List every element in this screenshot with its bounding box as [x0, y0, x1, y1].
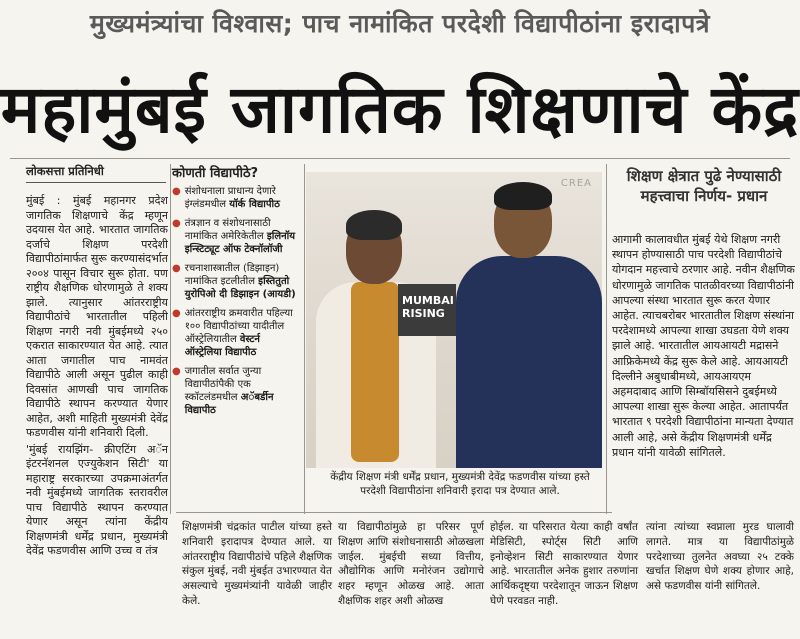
bottom-column: होईल. या परिसरात येत्या काही वर्षांत मेडिसिटी, स्पोर्ट्स सिटी आणि इनोव्हेशन सिटी साकारण्यात येणार आहे. भारतातील अनेक हुशार तरुणांना आर्थिकदृष्ट्या परदेशातून जाऊन शिक्षण घेणे परवडत नाही. — [490, 521, 638, 607]
column-divider — [304, 164, 305, 514]
right-box-title: शिक्षण क्षेत्रात पुढे नेण्यासाठी महत्त्वाचा निर्णय- प्रधान — [626, 167, 782, 205]
list-item — [172, 307, 300, 359]
list-item-text: जगातील सर्वात जुन्या विद्यापीठांपैकी एक स्कॉटलंडमधील — [184, 366, 262, 403]
main-headline: महामुंबई जागतिक शिक्षणाचे केंद्र — [0, 71, 800, 148]
column-divider — [606, 164, 607, 514]
list-item — [172, 185, 300, 211]
sidebar-title: कोणती विद्यापीठे? — [172, 166, 259, 181]
bullet-icon: ● — [172, 308, 181, 319]
university-name: वेस्टर्न ऑस्ट्रेलिया विद्यापीठ — [184, 334, 260, 358]
person-figure — [456, 256, 602, 468]
bottom-column: शिक्षणमंत्री चंद्रकांत पाटील यांच्या हस्ते शनिवारी इरादापत्र देण्यात आले. या आंतरराष्ट्रीय विद्यापीठांचे पहिले शैक्षणिक संकुल मुंबई, नवी मुंबईत उभारण्यात येत असल्याचे मुख्यमंत्र्यांनी यावेळी जाहीर केले. — [182, 521, 332, 607]
bottom-column: त्यांना त्यांच्या स्वप्नाला मुरड घालावी लागते. मात्र या विद्यापीठांमुळे परदेशाच्या तुलनेत अवघ्या २५ टक्के खर्चात शिक्षण घेणे शक्य होणार आहे, असे फडणवीस यांनी सांगितले. — [646, 521, 794, 593]
divider — [26, 182, 166, 183]
university-name: अॅबर्डीन विद्यापीठ — [184, 392, 274, 416]
right-article-column: आगामी कालावधीत मुंबई येथे शिक्षण नगरी स्थापन होण्यासाठी पाच परदेशी विद्यापीठांचे योगदान महत्त्वाचे ठरणार आहे. नवीन शैक्षणिक धोरणामुळे जागतिक पातळीवरच्या विद्यापीठांनी आपल्या संस्था भारतात सुरू करत येणार आहेत. त्याचबरोबर भारतातील शिक्षण संस्थांना परदेशामध्ये आपल्या शाखा उघडता येणे शक्य झाले आहे. भारतातील आयआयटी मद्रासने आफ्रिकेमध्ये केंद्र सुरू केले आहे. आयआयटी दिल्लीने अबुधाबीमध्ये, आयआयएम अहमदाबाद आणि सिम्बॉयसिसने दुबईमध्ये आपल्या शाखा सुरू केल्या आहेत. आतापर्यंत भारतात ९ परदेशी विद्यापीठांना मान्यता देण्यात आली आहे, असे केंद्रीय शिक्षणमंत्री धर्मेंद्र प्रधान यांनी यावेळी सांगितले. — [612, 233, 795, 459]
bullet-icon: ● — [172, 263, 181, 274]
bottom-column: या विद्यापीठांमुळे हा परिसर पूर्ण शिक्षण आणि संशोधनासाठी ओळखला जाईल. मुंबईची सध्या वित्तीय, औद्योगिक आणि मनोरंजन उद्योगाचे शहर म्हणून ओळख आहे. आता शैक्षणिक शहर अशी ओळख — [338, 521, 484, 607]
kicker-headline: मुख्यमंत्र्यांचा विश्वास; पाच नामांकित परदेशी विद्यापीठांना इरादापत्रे — [89, 9, 711, 38]
board-text: MUMBAI — [402, 294, 454, 307]
news-photo — [306, 172, 602, 468]
column-divider — [170, 164, 171, 514]
list-item — [172, 217, 300, 256]
divider — [176, 512, 612, 513]
list-item-text: संशोधनाला प्राधान्य देणारे इंग्लंडमधील — [184, 186, 276, 210]
board-text: RISING — [402, 307, 445, 320]
bullet-icon: ● — [172, 218, 181, 229]
article-paragraph: मुंबई : मुंबई महानगर प्रदेश जागतिक शिक्षणाचे केंद्र म्हणून उदयास येत आहे. भारतात जागतिक दर्जाचे शिक्षण परदेशी विद्यापीठांमार्फत सुरू करण्यासंदर्भात २००४ पासून विचार सुरू होता. पण राष्ट्रीय शैक्षणिक धोरणामुळे ते शक्य झाले. त्यानुसार आंतरराष्ट्रीय विद्यापीठांचे भारतातील पहिली शिक्षण नगरी नवी मुंबईमध्ये २५० एकरात साकारण्यात येत आहे. त्यात आता जगातील पाच नामवंत विद्यापीठे आली असून पुढील काही दिवसांत आणखी पाच जागतिक विद्यापीठे स्थापन करण्यात येणार आहेत, अशी माहिती मुख्यमंत्री देवेंद्र फडणवीस यांनी शनिवारी दिली. — [26, 194, 168, 439]
bullet-icon: ● — [172, 186, 181, 197]
person-hair — [346, 210, 402, 240]
person-hair — [494, 182, 552, 210]
stole-shape — [351, 282, 399, 462]
bullet-icon: ● — [172, 366, 181, 377]
universities-sidebar — [172, 163, 300, 423]
mumbai-rising-board — [398, 284, 456, 336]
article-paragraph: 'मुंबई रायझिंग- क्रीएटिंग अॅन इंटरनॅशनल एज्युकेशन सिटी' या महाराष्ट्र सरकारच्या उपक्रमाअंतर्गत नवी मुंबईमध्ये जागतिक स्तरावरील पाच विद्यापीठे स्थापन करण्यात येणार असून त्यांना केंद्रीय शिक्षणमंत्री धर्मेंद्र प्रधान, मुख्यमंत्री देवेंद्र फडणवीस आणि उच्च व तंत्र — [26, 442, 168, 557]
list-item-text: रचनाशास्त्रातील (डिझाइन) नामांकित इटलीतील — [184, 263, 280, 287]
list-item-text: आंतरराष्ट्रीय क्रमवारीत पहिल्या १०० विद्यापीठांच्या यादीतील ऑस्ट्रेलियातील — [184, 308, 293, 345]
photo-watermark: CREA — [560, 178, 592, 189]
university-name: यॉर्क विद्यापीठ — [229, 199, 280, 210]
left-column-continued — [26, 486, 168, 636]
university-name: इस्तितुतो युरोपिओ दी डिझाइन (आयडी) — [184, 276, 296, 300]
photo-caption: केंद्रीय शिक्षण मंत्री धर्मेंद्र प्रधान, मुख्यमंत्री देवेंद्र फडणवीस यांच्या हस्ते परदेशी विद्यापीठांना शनिवारी इरादा पत्र देण्यात आले. — [330, 471, 590, 497]
list-item — [172, 365, 300, 417]
divider — [10, 158, 790, 159]
list-item — [172, 262, 300, 301]
list-item-text: तंत्रज्ञान व संशोधनासाठी नामांकित अमेरिकेतील — [184, 218, 271, 242]
byline: लोकसत्ता प्रतिनिधी — [26, 164, 104, 178]
university-name: इलिनॉय इन्स्टिट्यूट ऑफ टेक्नॉलॉजी — [184, 231, 296, 255]
